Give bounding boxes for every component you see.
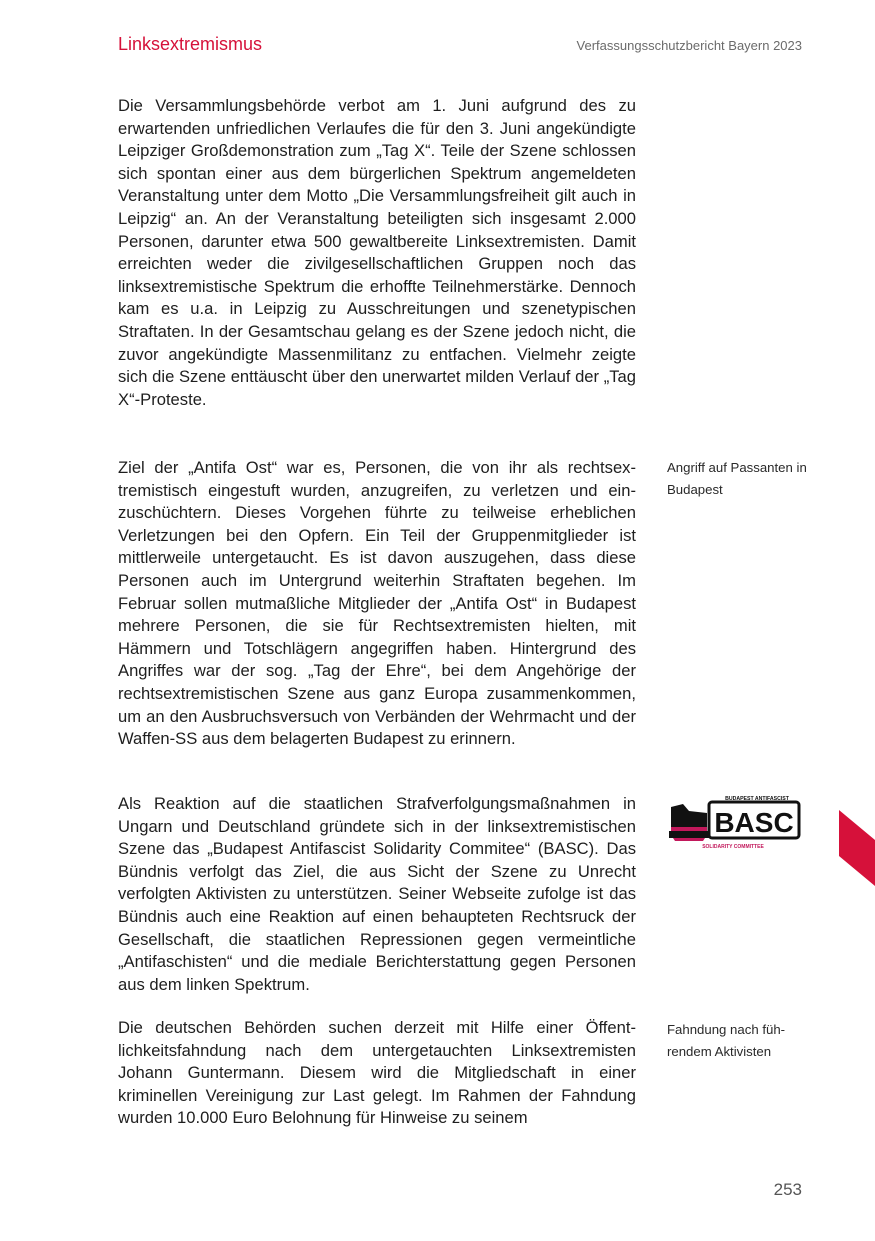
logo-top-text: BUDAPEST ANTIFASCIST <box>725 796 789 802</box>
margin-note-budapest: Angriff auf Passanten in Budapest <box>667 460 807 497</box>
page-number: 253 <box>773 1180 802 1199</box>
logo-bottom-text: SOLIDARITY COMMITTEE <box>702 844 764 850</box>
boot-icon <box>669 804 709 841</box>
paragraph-tag-x: Die Versammlungsbehörde verbot am 1. Juni aufgrund des zu erwartenden unfriedlichen Verlaufes die für den 3. Juni angekündigte Leipziger Großdemonstration zum „Tag X“. Teile der Szene schlossen sich spontan einer aus dem bürgerlichen Spektrum angemeldeten Veranstaltung unter dem Motto „Die Versammlungsfreiheit gilt auch in Leipzig“ an. An der Veranstaltung beteiligten sich insgesamt 2.000 Personen, darunter etwa 500 gewaltbereite Linksextremisten. Damit erreichten weder die zivilgesellschaftlichen Gruppen noch das linksextremistische Spektrum die erhoffte Teilnehmerstärke. Dennoch kam es u.a. in Leipzig zu Ausschreitungen und szenetypischen Straftaten. In der Gesamtschau gelang es der Szene jedoch nicht, die zuvor angekündigte Massenmilitanz zu entfachen. Vielmehr zeigte sich die Szene enttäuscht über den unerwartet milden Verlauf der „Tag X“-Proteste. <box>118 96 636 409</box>
chapter-tab-marker <box>839 810 875 886</box>
basc-logo <box>667 793 803 851</box>
paragraph-antifa-ost: Ziel der „Antifa Ost“ war es, Personen, die von ihr als rechtsextremistisch eingestuft wurden, anzugreifen, zu verletzen und einzuschüchtern. Dieses Vorgehen führte zu teilweise erheblichen Verletzungen bei den Opfern. Ein Teil der Gruppenmitglieder ist mittlerweile untergetaucht. Es ist davon auszugehen, dass diese Personen auch im Untergrund weiterhin Straftaten begehen. Im Februar sollen mutmaßliche Mitglieder der „Antifa Ost“ in Budapest mehrere Personen, die sie für Rechtsextremisten hielten, mit Hämmern und Totschlägern angegriffen haben. Hintergrund des Angriffes war der sog. „Tag der Ehre“, bei dem Angehörige der rechtsextremistischen Szene aus ganz Europa zusammenkommen, um an den Ausbruchsversuch von Verbänden der Wehrmacht und der Waffen-SS aus dem belagerten Budapest zu erinnern. <box>118 458 636 749</box>
publication-title: Verfassungsschutzbericht Bayern 2023 <box>576 38 802 53</box>
section-title: Linksextremismus <box>118 34 263 54</box>
paragraph-basc: Als Reaktion auf die staatlichen Strafverfolgungsmaßnahmen in Ungarn und Deutschland gründete sich in der linksextremistischen Szene das „Budapest Antifascist Solidarity Commitee“ (BASC). Das Bündnis verfolgt das Ziel, die aus Sicht der Szene zu Unrecht verfolgten Aktivisten zu unterstützen. Seiner Webseite zufolge ist das Bündnis auch eine Reaktion auf einen behaupteten Rechtsruck der Gesellschaft, die staatlichen Repressionen gegen vermeintliche „Antifaschisten“ und die mediale Berichterstattung gegen Personen aus dem linken Spektrum. <box>118 794 636 994</box>
logo-main-text: BASC <box>714 807 794 838</box>
paragraph-fahndung: Die deutschen Behörden suchen derzeit mit Hilfe einer Öffentlichkeitsfahndung nach dem untergetauchten Linksextremisten Johann Guntermann. Diesem wird die Mitgliedschaft in einer kriminellen Vereinigung zur Last gelegt. Im Rahmen der Fahndung wurden 10.000 Euro Belohnung für Hinweise zu seinem <box>118 1018 636 1128</box>
margin-note-fahndung: Fahndung nach führendem Aktivisten <box>667 1022 786 1059</box>
